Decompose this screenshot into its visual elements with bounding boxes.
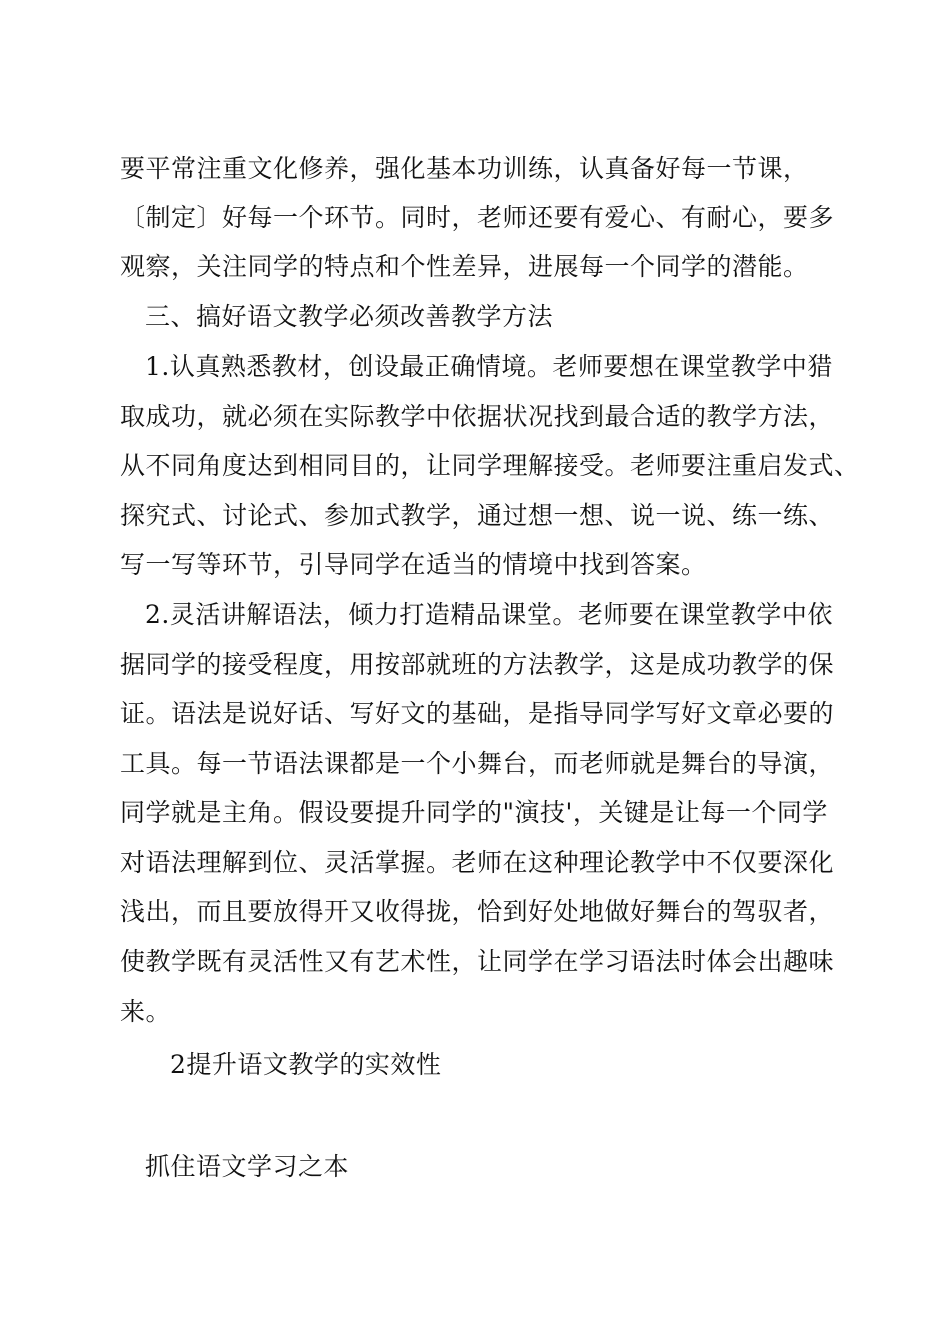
- text-line: 观察，关注同学的特点和个性差异，进展每一个同学的潜能。: [120, 252, 809, 281]
- text-line: 工具。每一节语法课都是一个小舞台，而老师就是舞台的导演，: [120, 749, 835, 778]
- text-line: 要平常注重文化修养，强化基本功训练，认真备好每一节课，: [120, 154, 809, 183]
- text-line: 探究式、讨论式、参加式教学，通过想一想、说一说、练一练、: [120, 501, 835, 530]
- text-line: 〔制定〕好每一个环节。同时，老师还要有爱心、有耐心，要多: [120, 203, 835, 232]
- text-line: 证。语法是说好话、写好文的基础，是指导同学写好文章必要的: [120, 699, 835, 728]
- text-line: 取成功，就必须在实际教学中依据状况找到最合适的教学方法，: [120, 402, 835, 431]
- text-line: 来。: [120, 997, 172, 1026]
- text-line: 同学就是主角。假设要提升同学的"演技'，关键是让每一个同学: [120, 798, 828, 827]
- text-line: 从不同角度达到相同目的，让同学理解接受。老师要注重启发式、: [120, 451, 860, 480]
- text-line: 使教学既有灵活性又有艺术性，让同学在学习语法时体会出趣味: [120, 947, 835, 976]
- text-line: 2.灵活讲解语法，倾力打造精品课堂。老师要在课堂教学中依: [145, 600, 833, 629]
- text-line: 1.认真熟悉教材，创设最正确情境。老师要想在课堂教学中猎: [145, 352, 833, 381]
- text-line: 对语法理解到位、灵活掌握。老师在这种理论教学中不仅要深化: [120, 848, 835, 877]
- subheading: 2提升语文教学的实效性: [170, 1050, 442, 1079]
- text-line: 浅出，而且要放得开又收得拢，恰到好处地做好舞台的驾驭者，: [120, 897, 835, 926]
- text-line: 据同学的接受程度，用按部就班的方法教学，这是成功教学的保: [120, 650, 835, 679]
- subheading: 抓住语文学习之本: [145, 1152, 350, 1181]
- section-heading: 三、搞好语文教学必须改善教学方法: [145, 302, 554, 331]
- text-line: 写一写等环节，引导同学在适当的情境中找到答案。: [120, 550, 707, 579]
